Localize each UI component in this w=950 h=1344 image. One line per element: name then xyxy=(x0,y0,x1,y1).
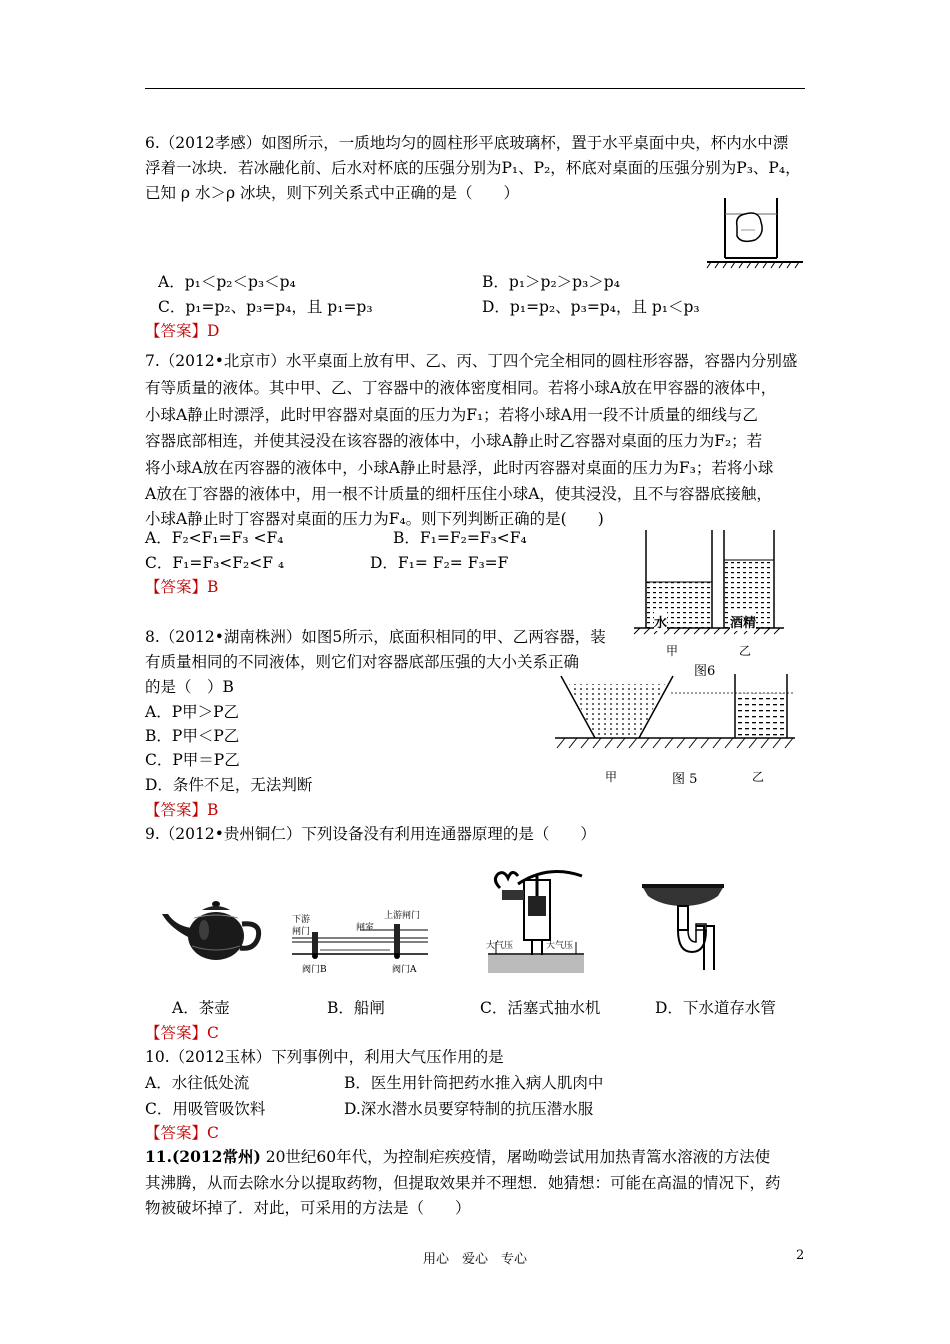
q11-line-3: 物被破坏掉了．对此，可采用的方法是（ ） xyxy=(145,1199,471,1217)
fig5-yi-label: 乙 xyxy=(752,770,765,784)
q9-option-c: C．活塞式抽水机 xyxy=(480,999,601,1017)
q7-option-b: B．F₁=F₂=F₃<F₄ xyxy=(393,529,527,547)
page-footer: 用心 爱心 专心 xyxy=(422,1252,527,1267)
q10-answer: 【答案】C xyxy=(145,1124,219,1142)
lock-chamber-label: 闸室 xyxy=(356,923,375,933)
fig6-water-label: 水 xyxy=(654,612,667,631)
lock-valve-a-label: 阀门A xyxy=(392,965,417,975)
lock-downstream-gate-label: 闸门 xyxy=(292,927,311,937)
pump-atm-left-label: 大气压 xyxy=(486,941,514,951)
q6-option-c: C．p₁=p₂、p₃=p₄，且 p₁=p₃ xyxy=(158,298,373,316)
q9-option-a: A．茶壶 xyxy=(172,999,230,1017)
fig5-jia-label: 甲 xyxy=(605,770,618,784)
q6-line-1: 6.（2012孝感）如图所示，一质地均匀的圆柱形平底玻璃杯，置于水平桌面中央，杯内水中漂 xyxy=(145,134,789,152)
q8-line-2: 有质量相同的不同液体，则它们对容器底部压强的大小关系正确 xyxy=(145,653,580,671)
q10-line-1: 10.（2012玉林）下列事例中，利用大气压作用的是 xyxy=(145,1048,504,1066)
q8-option-a: A．P甲＞P乙 xyxy=(145,703,240,721)
q7-line-5: 将小球A放在丙容器的液体中，小球A静止时悬浮，此时丙容器对桌面的压力为F₃；若将小球 xyxy=(145,459,774,477)
teapot-image xyxy=(158,898,262,962)
q9-answer: 【答案】C xyxy=(145,1024,219,1042)
header-rule xyxy=(145,88,805,89)
q9-option-d: D．下水道存水管 xyxy=(655,999,776,1017)
q8-option-d: D．条件不足，无法判断 xyxy=(145,776,313,794)
q7-line-2: 有等质量的液体。其中甲、乙、丁容器中的液体密度相同。若将小球A放在甲容器的液体中， xyxy=(145,379,777,397)
q8-option-b: B．P甲＜P乙 xyxy=(145,727,240,745)
q8-line-1: 8.（2012•湖南株洲）如图5所示，底面积相同的甲、乙两容器，装 xyxy=(145,628,606,646)
q6-answer: 【答案】D xyxy=(145,322,220,340)
q10-option-a: A．水往低处流 xyxy=(145,1074,250,1092)
q11-line-1 xyxy=(145,1147,770,1167)
q9-line-1: 9.（2012•贵州铜仁）下列设备没有利用连通器原理的是（ ） xyxy=(145,825,596,843)
page-number: 2 xyxy=(796,1248,805,1263)
q7-option-a: A．F₂<F₁=F₃ <F₄ xyxy=(145,529,284,547)
q7-option-c: C．F₁=F₃<F₂<F ₄ xyxy=(145,554,285,572)
q11-source: 11.(2012常州) xyxy=(145,1147,261,1166)
q6-line-2: 浮着一冰块．若冰融化前、后水对杯底的压强分别为P₁、P₂，杯底对桌面的压强分别为P₃、P₄， xyxy=(145,159,801,177)
q7-answer: 【答案】B xyxy=(145,578,219,596)
fig6-caption: 图6 xyxy=(694,664,716,679)
figure-6-containers xyxy=(628,530,788,634)
q10-option-d: D.深水潜水员要穿特制的抗压潜水服 xyxy=(344,1100,594,1118)
lock-upstream-gate-label: 上游闸门 xyxy=(384,911,421,921)
sink-trap-image xyxy=(640,880,726,972)
q8-answer: 【答案】B xyxy=(145,801,219,819)
pump-atm-right-label: 大气压 xyxy=(546,941,574,951)
q7-line-3: 小球A静止时漂浮，此时甲容器对桌面的压力为F₁；若将小球A用一段不计质量的细线与乙 xyxy=(145,406,758,424)
fig6-yi-label: 乙 xyxy=(739,644,752,658)
q11-line-2: 其沸腾，从而去除水分以提取药物，但提取效果并不理想．她猜想：可能在高温的情况下，药 xyxy=(145,1174,781,1192)
q7-option-d: D．F₁= F₂= F₃=F xyxy=(370,554,509,572)
q7-line-6: A放在丁容器的液体中，用一根不计质量的细杆压住小球A，使其浸没，且不与容器底接触， xyxy=(145,485,772,503)
q6-option-b: B．p₁＞p₂＞p₃＞p₄ xyxy=(482,273,620,291)
q8-option-c: C．P甲＝P乙 xyxy=(145,751,240,769)
q10-option-c: C．用吸管吸饮料 xyxy=(145,1100,266,1118)
fig6-alcohol-label: 酒精 xyxy=(730,612,756,631)
q6-line-3: 已知 ρ 水＞ρ 冰块，则下列关系式中正确的是（ ） xyxy=(145,184,520,202)
fig6-jia-label: 甲 xyxy=(666,644,679,658)
fig5-caption: 图 5 xyxy=(672,772,698,787)
glass-cup-figure xyxy=(705,196,805,268)
q8-line-3: 的是（ ）B xyxy=(145,678,234,696)
q6-option-a: A．p₁＜p₂＜p₃＜p₄ xyxy=(158,273,296,291)
q11-text-1: 20世纪60年代，为控制疟疾疫情，屠呦呦尝试用加热青篙水溶液的方法使 xyxy=(260,1148,771,1166)
q7-line-4: 容器底部相连，并使其浸没在该容器的液体中，小球A静止时乙容器对桌面的压力为F₂；若 xyxy=(145,432,763,450)
piston-pump-image xyxy=(488,866,584,978)
q6-option-d: D．p₁=p₂、p₃=p₄，且 p₁＜p₃ xyxy=(482,298,700,316)
lock-valve-b-label: 阀门B xyxy=(302,965,327,975)
q10-option-b: B．医生用针筒把药水推入病人肌肉中 xyxy=(344,1074,604,1092)
lock-downstream-label: 下游 xyxy=(292,915,311,925)
figure-5-containers xyxy=(555,672,795,752)
q7-line-1: 7.（2012•北京市）水平桌面上放有甲、乙、丙、丁四个完全相同的圆柱形容器，容器内分别盛 xyxy=(145,352,798,370)
q9-option-b: B．船闸 xyxy=(327,999,385,1017)
q7-line-7: 小球A静止时丁容器对桌面的压力为F₄。则下列判断正确的是( ) xyxy=(145,510,604,528)
